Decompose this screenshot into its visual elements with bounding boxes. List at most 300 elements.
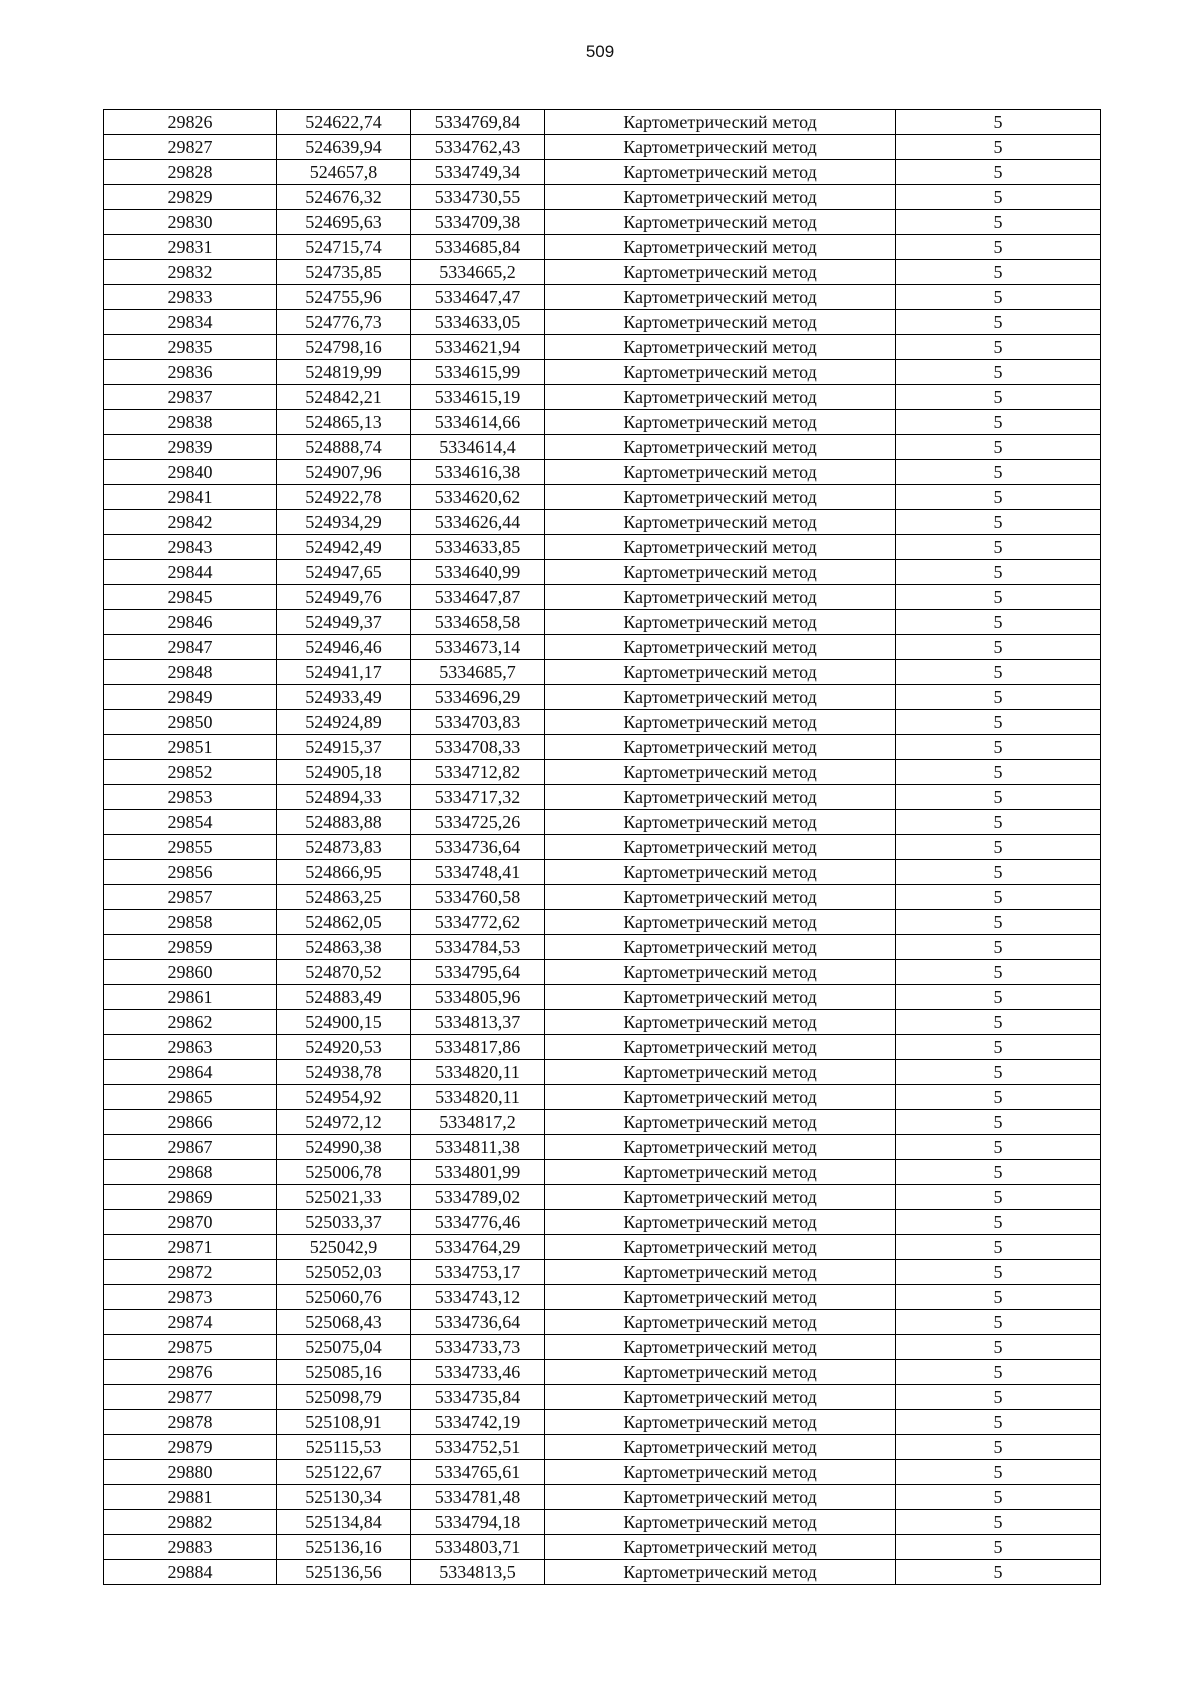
point-number-cell: 29856: [104, 860, 277, 885]
table-row: [104, 110, 1101, 135]
x-coordinate-cell: 525021,33: [277, 1185, 411, 1210]
table-row: [104, 160, 1101, 185]
point-number-cell: 29846: [104, 610, 277, 635]
y-coordinate-cell: 5334685,84: [411, 235, 545, 260]
accuracy-cell: 5: [896, 785, 1101, 810]
y-coordinate-cell: 5334817,2: [411, 1110, 545, 1135]
table-row: [104, 1010, 1101, 1035]
x-coordinate-cell: 524972,12: [277, 1110, 411, 1135]
accuracy-cell: 5: [896, 135, 1101, 160]
method-cell: Картометрический метод: [545, 910, 896, 935]
point-number-cell: 29869: [104, 1185, 277, 1210]
method-cell: Картометрический метод: [545, 585, 896, 610]
method-cell: Картометрический метод: [545, 1260, 896, 1285]
accuracy-cell: 5: [896, 185, 1101, 210]
x-coordinate-cell: 524922,78: [277, 485, 411, 510]
point-number-cell: 29874: [104, 1310, 277, 1335]
x-coordinate-cell: 525068,43: [277, 1310, 411, 1335]
table-row: [104, 760, 1101, 785]
table-row: [104, 435, 1101, 460]
point-number-cell: 29860: [104, 960, 277, 985]
method-cell: Картометрический метод: [545, 1035, 896, 1060]
point-number-cell: 29877: [104, 1385, 277, 1410]
point-number-cell: 29842: [104, 510, 277, 535]
x-coordinate-cell: 525122,67: [277, 1460, 411, 1485]
point-number-cell: 29862: [104, 1010, 277, 1035]
y-coordinate-cell: 5334794,18: [411, 1510, 545, 1535]
point-number-cell: 29863: [104, 1035, 277, 1060]
table-row: [104, 610, 1101, 635]
point-number-cell: 29851: [104, 735, 277, 760]
method-cell: Картометрический метод: [545, 935, 896, 960]
y-coordinate-cell: 5334621,94: [411, 335, 545, 360]
table-row: [104, 1435, 1101, 1460]
point-number-cell: 29866: [104, 1110, 277, 1135]
accuracy-cell: 5: [896, 1010, 1101, 1035]
point-number-cell: 29834: [104, 310, 277, 335]
y-coordinate-cell: 5334813,5: [411, 1560, 545, 1585]
method-cell: Картометрический метод: [545, 1235, 896, 1260]
y-coordinate-cell: 5334712,82: [411, 760, 545, 785]
table-row: [104, 185, 1101, 210]
table-row: [104, 1485, 1101, 1510]
table-row: [104, 1285, 1101, 1310]
method-cell: Картометрический метод: [545, 1310, 896, 1335]
method-cell: Картометрический метод: [545, 285, 896, 310]
x-coordinate-cell: 524735,85: [277, 260, 411, 285]
point-number-cell: 29827: [104, 135, 277, 160]
point-number-cell: 29884: [104, 1560, 277, 1585]
method-cell: Картометрический метод: [545, 835, 896, 860]
y-coordinate-cell: 5334753,17: [411, 1260, 545, 1285]
x-coordinate-cell: 524990,38: [277, 1135, 411, 1160]
x-coordinate-cell: 524954,92: [277, 1085, 411, 1110]
accuracy-cell: 5: [896, 1235, 1101, 1260]
table-row: [104, 1185, 1101, 1210]
accuracy-cell: 5: [896, 110, 1101, 135]
point-number-cell: 29838: [104, 410, 277, 435]
point-number-cell: 29883: [104, 1535, 277, 1560]
accuracy-cell: 5: [896, 1485, 1101, 1510]
method-cell: Картометрический метод: [545, 660, 896, 685]
point-number-cell: 29850: [104, 710, 277, 735]
accuracy-cell: 5: [896, 1535, 1101, 1560]
x-coordinate-cell: 524907,96: [277, 460, 411, 485]
table-row: [104, 1385, 1101, 1410]
point-number-cell: 29865: [104, 1085, 277, 1110]
x-coordinate-cell: 524938,78: [277, 1060, 411, 1085]
accuracy-cell: 5: [896, 210, 1101, 235]
y-coordinate-cell: 5334709,38: [411, 210, 545, 235]
table-row: [104, 210, 1101, 235]
table-row: [104, 885, 1101, 910]
x-coordinate-cell: 525130,34: [277, 1485, 411, 1510]
x-coordinate-cell: 525115,53: [277, 1435, 411, 1460]
x-coordinate-cell: 524863,25: [277, 885, 411, 910]
method-cell: Картометрический метод: [545, 985, 896, 1010]
table-row: [104, 1260, 1101, 1285]
method-cell: Картометрический метод: [545, 110, 896, 135]
table-row: [104, 1035, 1101, 1060]
accuracy-cell: 5: [896, 235, 1101, 260]
y-coordinate-cell: 5334743,12: [411, 1285, 545, 1310]
x-coordinate-cell: 525085,16: [277, 1360, 411, 1385]
point-number-cell: 29829: [104, 185, 277, 210]
x-coordinate-cell: 524934,29: [277, 510, 411, 535]
method-cell: Картометрический метод: [545, 960, 896, 985]
method-cell: Картометрический метод: [545, 1485, 896, 1510]
point-number-cell: 29876: [104, 1360, 277, 1385]
x-coordinate-cell: 524942,49: [277, 535, 411, 560]
y-coordinate-cell: 5334620,62: [411, 485, 545, 510]
table-row: [104, 1110, 1101, 1135]
point-number-cell: 29848: [104, 660, 277, 685]
method-cell: Картометрический метод: [545, 535, 896, 560]
table-row: [104, 310, 1101, 335]
table-row: [104, 485, 1101, 510]
y-coordinate-cell: 5334749,34: [411, 160, 545, 185]
table-row: [104, 1235, 1101, 1260]
point-number-cell: 29835: [104, 335, 277, 360]
y-coordinate-cell: 5334789,02: [411, 1185, 545, 1210]
y-coordinate-cell: 5334633,05: [411, 310, 545, 335]
accuracy-cell: 5: [896, 510, 1101, 535]
accuracy-cell: 5: [896, 910, 1101, 935]
y-coordinate-cell: 5334665,2: [411, 260, 545, 285]
y-coordinate-cell: 5334805,96: [411, 985, 545, 1010]
y-coordinate-cell: 5334626,44: [411, 510, 545, 535]
method-cell: Картометрический метод: [545, 1210, 896, 1235]
y-coordinate-cell: 5334820,11: [411, 1060, 545, 1085]
table-row: [104, 660, 1101, 685]
accuracy-cell: 5: [896, 1410, 1101, 1435]
y-coordinate-cell: 5334795,64: [411, 960, 545, 985]
point-number-cell: 29867: [104, 1135, 277, 1160]
table-row: [104, 360, 1101, 385]
y-coordinate-cell: 5334736,64: [411, 835, 545, 860]
method-cell: Картометрический метод: [545, 1085, 896, 1110]
accuracy-cell: 5: [896, 160, 1101, 185]
x-coordinate-cell: 524870,52: [277, 960, 411, 985]
x-coordinate-cell: 524863,38: [277, 935, 411, 960]
accuracy-cell: 5: [896, 1560, 1101, 1585]
method-cell: Картометрический метод: [545, 260, 896, 285]
point-number-cell: 29837: [104, 385, 277, 410]
y-coordinate-cell: 5334735,84: [411, 1385, 545, 1410]
accuracy-cell: 5: [896, 335, 1101, 360]
table-row: [104, 710, 1101, 735]
method-cell: Картометрический метод: [545, 685, 896, 710]
y-coordinate-cell: 5334717,32: [411, 785, 545, 810]
method-cell: Картометрический метод: [545, 1160, 896, 1185]
table-row: [104, 1510, 1101, 1535]
method-cell: Картометрический метод: [545, 1135, 896, 1160]
accuracy-cell: 5: [896, 535, 1101, 560]
table-row: [104, 335, 1101, 360]
method-cell: Картометрический метод: [545, 510, 896, 535]
point-number-cell: 29880: [104, 1460, 277, 1485]
point-number-cell: 29841: [104, 485, 277, 510]
table-row: [104, 235, 1101, 260]
method-cell: Картометрический метод: [545, 1460, 896, 1485]
x-coordinate-cell: 525060,76: [277, 1285, 411, 1310]
table-row: [104, 1210, 1101, 1235]
table-row: [104, 585, 1101, 610]
accuracy-cell: 5: [896, 860, 1101, 885]
y-coordinate-cell: 5334811,38: [411, 1135, 545, 1160]
method-cell: Картометрический метод: [545, 885, 896, 910]
table-row: [104, 785, 1101, 810]
point-number-cell: 29853: [104, 785, 277, 810]
point-number-cell: 29836: [104, 360, 277, 385]
point-number-cell: 29872: [104, 1260, 277, 1285]
table-row: [104, 635, 1101, 660]
point-number-cell: 29870: [104, 1210, 277, 1235]
x-coordinate-cell: 524715,74: [277, 235, 411, 260]
point-number-cell: 29881: [104, 1485, 277, 1510]
table-row: [104, 1060, 1101, 1085]
accuracy-cell: 5: [896, 260, 1101, 285]
x-coordinate-cell: 524946,46: [277, 635, 411, 660]
accuracy-cell: 5: [896, 435, 1101, 460]
x-coordinate-cell: 524947,65: [277, 560, 411, 585]
y-coordinate-cell: 5334647,47: [411, 285, 545, 310]
accuracy-cell: 5: [896, 1085, 1101, 1110]
table-row: [104, 935, 1101, 960]
y-coordinate-cell: 5334817,86: [411, 1035, 545, 1060]
x-coordinate-cell: 524776,73: [277, 310, 411, 335]
x-coordinate-cell: 524888,74: [277, 435, 411, 460]
table-row: [104, 1335, 1101, 1360]
method-cell: Картометрический метод: [545, 210, 896, 235]
table-row: [104, 135, 1101, 160]
accuracy-cell: 5: [896, 1285, 1101, 1310]
method-cell: Картометрический метод: [545, 1385, 896, 1410]
accuracy-cell: 5: [896, 485, 1101, 510]
accuracy-cell: 5: [896, 710, 1101, 735]
table-row: [104, 1560, 1101, 1585]
table-row: [104, 810, 1101, 835]
point-number-cell: 29839: [104, 435, 277, 460]
x-coordinate-cell: 524949,76: [277, 585, 411, 610]
accuracy-cell: 5: [896, 835, 1101, 860]
method-cell: Картометрический метод: [545, 1060, 896, 1085]
method-cell: Картометрический метод: [545, 785, 896, 810]
x-coordinate-cell: 524819,99: [277, 360, 411, 385]
x-coordinate-cell: 525006,78: [277, 1160, 411, 1185]
accuracy-cell: 5: [896, 1160, 1101, 1185]
accuracy-cell: 5: [896, 1135, 1101, 1160]
point-number-cell: 29857: [104, 885, 277, 910]
point-number-cell: 29864: [104, 1060, 277, 1085]
x-coordinate-cell: 525052,03: [277, 1260, 411, 1285]
y-coordinate-cell: 5334647,87: [411, 585, 545, 610]
accuracy-cell: 5: [896, 1110, 1101, 1135]
x-coordinate-cell: 525042,9: [277, 1235, 411, 1260]
y-coordinate-cell: 5334784,53: [411, 935, 545, 960]
page-number: 509: [585, 42, 615, 61]
method-cell: Картометрический метод: [545, 1110, 896, 1135]
accuracy-cell: 5: [896, 935, 1101, 960]
accuracy-cell: 5: [896, 1210, 1101, 1235]
y-coordinate-cell: 5334685,7: [411, 660, 545, 685]
point-number-cell: 29849: [104, 685, 277, 710]
method-cell: Картометрический метод: [545, 610, 896, 635]
x-coordinate-cell: 525136,56: [277, 1560, 411, 1585]
x-coordinate-cell: 524915,37: [277, 735, 411, 760]
x-coordinate-cell: 525033,37: [277, 1210, 411, 1235]
x-coordinate-cell: 524639,94: [277, 135, 411, 160]
accuracy-cell: 5: [896, 985, 1101, 1010]
method-cell: Картометрический метод: [545, 360, 896, 385]
x-coordinate-cell: 524920,53: [277, 1035, 411, 1060]
method-cell: Картометрический метод: [545, 135, 896, 160]
point-number-cell: 29831: [104, 235, 277, 260]
x-coordinate-cell: 524862,05: [277, 910, 411, 935]
method-cell: Картометрический метод: [545, 710, 896, 735]
table-row: [104, 1460, 1101, 1485]
table-row: [104, 560, 1101, 585]
point-number-cell: 29873: [104, 1285, 277, 1310]
x-coordinate-cell: 524883,88: [277, 810, 411, 835]
y-coordinate-cell: 5334772,62: [411, 910, 545, 935]
method-cell: Картометрический метод: [545, 1560, 896, 1585]
method-cell: Картометрический метод: [545, 485, 896, 510]
accuracy-cell: 5: [896, 360, 1101, 385]
method-cell: Картометрический метод: [545, 310, 896, 335]
x-coordinate-cell: 525108,91: [277, 1410, 411, 1435]
point-number-cell: 29882: [104, 1510, 277, 1535]
y-coordinate-cell: 5334820,11: [411, 1085, 545, 1110]
y-coordinate-cell: 5334801,99: [411, 1160, 545, 1185]
y-coordinate-cell: 5334703,83: [411, 710, 545, 735]
accuracy-cell: 5: [896, 310, 1101, 335]
y-coordinate-cell: 5334765,61: [411, 1460, 545, 1485]
x-coordinate-cell: 524866,95: [277, 860, 411, 885]
y-coordinate-cell: 5334803,71: [411, 1535, 545, 1560]
accuracy-cell: 5: [896, 1185, 1101, 1210]
x-coordinate-cell: 524883,49: [277, 985, 411, 1010]
x-coordinate-cell: 524755,96: [277, 285, 411, 310]
table-row: [104, 535, 1101, 560]
table-row: [104, 860, 1101, 885]
y-coordinate-cell: 5334764,29: [411, 1235, 545, 1260]
accuracy-cell: 5: [896, 1360, 1101, 1385]
method-cell: Картометрический метод: [545, 335, 896, 360]
point-number-cell: 29855: [104, 835, 277, 860]
table-row: [104, 1135, 1101, 1160]
method-cell: Картометрический метод: [545, 385, 896, 410]
x-coordinate-cell: 524924,89: [277, 710, 411, 735]
y-coordinate-cell: 5334781,48: [411, 1485, 545, 1510]
point-number-cell: 29832: [104, 260, 277, 285]
point-number-cell: 29828: [104, 160, 277, 185]
method-cell: Картометрический метод: [545, 1335, 896, 1360]
table-row: [104, 1160, 1101, 1185]
x-coordinate-cell: 524905,18: [277, 760, 411, 785]
accuracy-cell: 5: [896, 1060, 1101, 1085]
table-row: [104, 410, 1101, 435]
y-coordinate-cell: 5334615,19: [411, 385, 545, 410]
method-cell: Картометрический метод: [545, 185, 896, 210]
method-cell: Картометрический метод: [545, 1535, 896, 1560]
y-coordinate-cell: 5334776,46: [411, 1210, 545, 1235]
x-coordinate-cell: 525134,84: [277, 1510, 411, 1535]
y-coordinate-cell: 5334742,19: [411, 1410, 545, 1435]
x-coordinate-cell: 524676,32: [277, 185, 411, 210]
table-row: [104, 735, 1101, 760]
x-coordinate-cell: 525098,79: [277, 1385, 411, 1410]
accuracy-cell: 5: [896, 1385, 1101, 1410]
method-cell: Картометрический метод: [545, 1360, 896, 1385]
point-number-cell: 29845: [104, 585, 277, 610]
point-number-cell: 29868: [104, 1160, 277, 1185]
accuracy-cell: 5: [896, 1460, 1101, 1485]
point-number-cell: 29843: [104, 535, 277, 560]
table-row: [104, 510, 1101, 535]
x-coordinate-cell: 525075,04: [277, 1335, 411, 1360]
point-number-cell: 29830: [104, 210, 277, 235]
accuracy-cell: 5: [896, 385, 1101, 410]
accuracy-cell: 5: [896, 1310, 1101, 1335]
accuracy-cell: 5: [896, 635, 1101, 660]
point-number-cell: 29852: [104, 760, 277, 785]
accuracy-cell: 5: [896, 1435, 1101, 1460]
accuracy-cell: 5: [896, 410, 1101, 435]
accuracy-cell: 5: [896, 885, 1101, 910]
point-number-cell: 29826: [104, 110, 277, 135]
method-cell: Картометрический метод: [545, 410, 896, 435]
point-number-cell: 29878: [104, 1410, 277, 1435]
method-cell: Картометрический метод: [545, 1510, 896, 1535]
x-coordinate-cell: 525136,16: [277, 1535, 411, 1560]
point-number-cell: 29859: [104, 935, 277, 960]
accuracy-cell: 5: [896, 1510, 1101, 1535]
table-row: [104, 1085, 1101, 1110]
accuracy-cell: 5: [896, 660, 1101, 685]
x-coordinate-cell: 524695,63: [277, 210, 411, 235]
y-coordinate-cell: 5334614,66: [411, 410, 545, 435]
table-row: [104, 1535, 1101, 1560]
table-row: [104, 910, 1101, 935]
accuracy-cell: 5: [896, 460, 1101, 485]
accuracy-cell: 5: [896, 960, 1101, 985]
table-row: [104, 985, 1101, 1010]
point-number-cell: 29847: [104, 635, 277, 660]
y-coordinate-cell: 5334813,37: [411, 1010, 545, 1035]
y-coordinate-cell: 5334736,64: [411, 1310, 545, 1335]
method-cell: Картометрический метод: [545, 1410, 896, 1435]
table-row: [104, 685, 1101, 710]
accuracy-cell: 5: [896, 1035, 1101, 1060]
accuracy-cell: 5: [896, 560, 1101, 585]
accuracy-cell: 5: [896, 685, 1101, 710]
y-coordinate-cell: 5334762,43: [411, 135, 545, 160]
x-coordinate-cell: 524798,16: [277, 335, 411, 360]
accuracy-cell: 5: [896, 1335, 1101, 1360]
y-coordinate-cell: 5334748,41: [411, 860, 545, 885]
table-row: [104, 1310, 1101, 1335]
y-coordinate-cell: 5334760,58: [411, 885, 545, 910]
method-cell: Картометрический метод: [545, 760, 896, 785]
y-coordinate-cell: 5334633,85: [411, 535, 545, 560]
y-coordinate-cell: 5334614,4: [411, 435, 545, 460]
accuracy-cell: 5: [896, 585, 1101, 610]
point-number-cell: 29833: [104, 285, 277, 310]
point-number-cell: 29879: [104, 1435, 277, 1460]
x-coordinate-cell: 524842,21: [277, 385, 411, 410]
y-coordinate-cell: 5334640,99: [411, 560, 545, 585]
